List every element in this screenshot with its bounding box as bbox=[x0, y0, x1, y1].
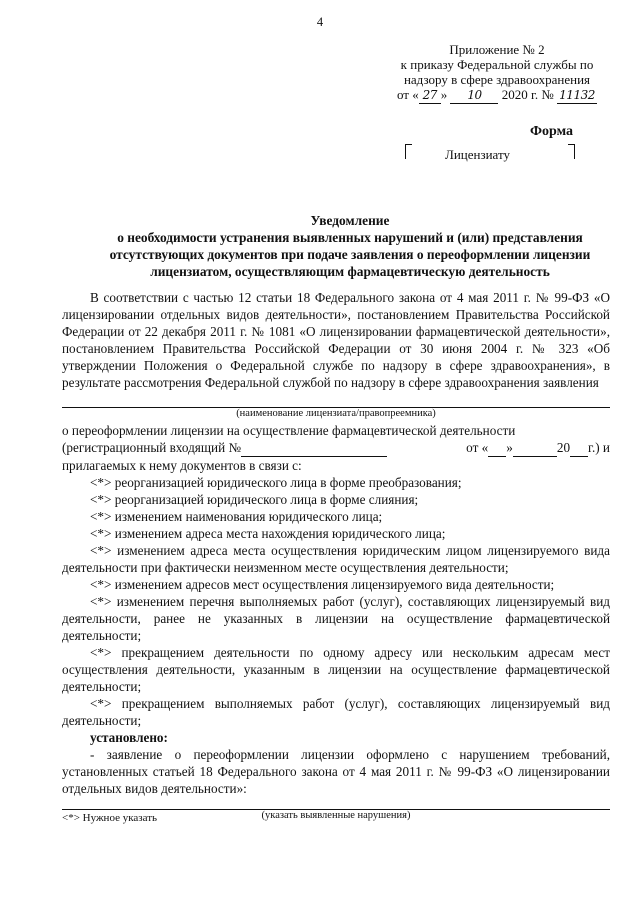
established-heading: установлено: bbox=[90, 730, 168, 745]
date-day: 27 bbox=[419, 88, 441, 104]
reg-month-blank bbox=[513, 439, 557, 457]
reason-item: <*> изменением адреса места осуществления юридическим лицом лицензируемого вида деятельности при фактически неизменном месте осуществления деятельности; bbox=[62, 543, 610, 575]
form-label: Форма bbox=[530, 124, 574, 139]
reason-item: <*> изменением адресов мест осуществления лицензируемого вида деятельности; bbox=[90, 577, 555, 592]
right-corner-bracket bbox=[568, 144, 575, 159]
appendix-date-line bbox=[392, 87, 602, 104]
finding-paragraph: - заявление о переоформлении лицензии оформлено с нарушением требований, установленных статьей 18 Федерального закона от 4 мая 2011 г. № 99-ФЗ «О лицензировании отдельных видов деятельности»: bbox=[62, 747, 610, 796]
intro-paragraph: В соответствии с частью 12 статьи 18 Федерального закона от 4 мая 2011 г. № 99-ФЗ «О лицензировании отдельных видов деятельности», постановлением Правительства Российской Федерации от 22 декабря 2011 г. № 1081 «О лицензировании фармацевтической деятельности», постановлением Правительства Российской Федерации от 30 июня 2004 г. № 323 «Об утверждении Положения о Федеральной службе по надзору в сфере здравоохранения», в результате рассмотрения Федеральной службой по надзору в сфере здравоохранения заявления bbox=[62, 290, 610, 390]
footnote: <*> Нужное указать bbox=[62, 812, 158, 824]
reasons-list bbox=[62, 474, 610, 729]
reason-item: <*> изменением адреса места нахождения юридического лица; bbox=[90, 526, 446, 541]
reg-year: 20 bbox=[556, 440, 571, 455]
registration-line bbox=[62, 439, 610, 457]
reason-item: <*> прекращением выполняемых работ (услуг), составляющих лицензируемый вид деятельности; bbox=[62, 696, 610, 728]
recipient-label: Лицензиату bbox=[445, 147, 510, 162]
reg-quote: » bbox=[506, 440, 513, 455]
date-month: 10 bbox=[450, 88, 498, 104]
title-line-4: лицензиатом, осуществляющим фармацевтическую деятельность bbox=[150, 264, 550, 279]
recipient-block bbox=[405, 140, 575, 164]
appendix-agency-line: надзору в сфере здравоохранения bbox=[403, 72, 591, 87]
date-year: 2020 г. № bbox=[501, 87, 554, 102]
reg-suffix: г.) и bbox=[588, 440, 610, 455]
appendix-order-line: к приказу Федеральной службы по bbox=[400, 57, 594, 72]
notice-body bbox=[62, 289, 610, 822]
reg-day-blank bbox=[488, 439, 506, 457]
order-number: 11132 bbox=[557, 88, 597, 104]
appendix-block bbox=[392, 42, 602, 104]
date-prefix: от « bbox=[396, 87, 419, 102]
title-line-3: отсутствующих документов при подаче заявления о переоформлении лицензии bbox=[109, 247, 591, 262]
notice-title bbox=[90, 212, 610, 280]
reg-from: от « bbox=[466, 440, 489, 455]
violations-caption: (указать выявленные нарушения) bbox=[261, 810, 411, 821]
reg-prefix: (регистрационный входящий № bbox=[62, 440, 242, 455]
reissue-line-3: прилагаемых к нему документов в связи с: bbox=[62, 458, 302, 473]
reason-item: <*> реорганизацией юридического лица в форме слияния; bbox=[90, 492, 419, 507]
reason-item: <*> реорганизацией юридического лица в форме преобразования; bbox=[90, 475, 462, 490]
appendix-title: Приложение № 2 bbox=[449, 42, 545, 57]
reg-number-blank bbox=[241, 439, 387, 457]
licensee-caption: (наименование лицензиата/правопреемника) bbox=[236, 408, 436, 419]
reason-item: <*> изменением перечня выполняемых работ (услуг), составляющих лицензируемый вид деятельности, ранее не указанных в лицензии на осуществление фармацевтической деятельности; bbox=[62, 594, 610, 643]
page-number: 4 bbox=[316, 15, 324, 29]
reissue-line-1: о переоформлении лицензии на осуществление фармацевтической деятельности bbox=[62, 423, 516, 438]
date-mid: » bbox=[440, 87, 448, 102]
title-line-1: Уведомление bbox=[310, 213, 390, 228]
title-line-2: о необходимости устранения выявленных нарушений и (или) представления bbox=[117, 230, 583, 245]
reason-item: <*> прекращением деятельности по одному адресу или нескольким адресам мест осуществления деятельности, указанным в лицензии на осуществление фармацевтической деятельности; bbox=[62, 645, 610, 694]
reg-year-blank bbox=[570, 439, 588, 457]
left-corner-bracket bbox=[405, 144, 412, 159]
reason-item: <*> изменением наименования юридического лица; bbox=[90, 509, 383, 524]
